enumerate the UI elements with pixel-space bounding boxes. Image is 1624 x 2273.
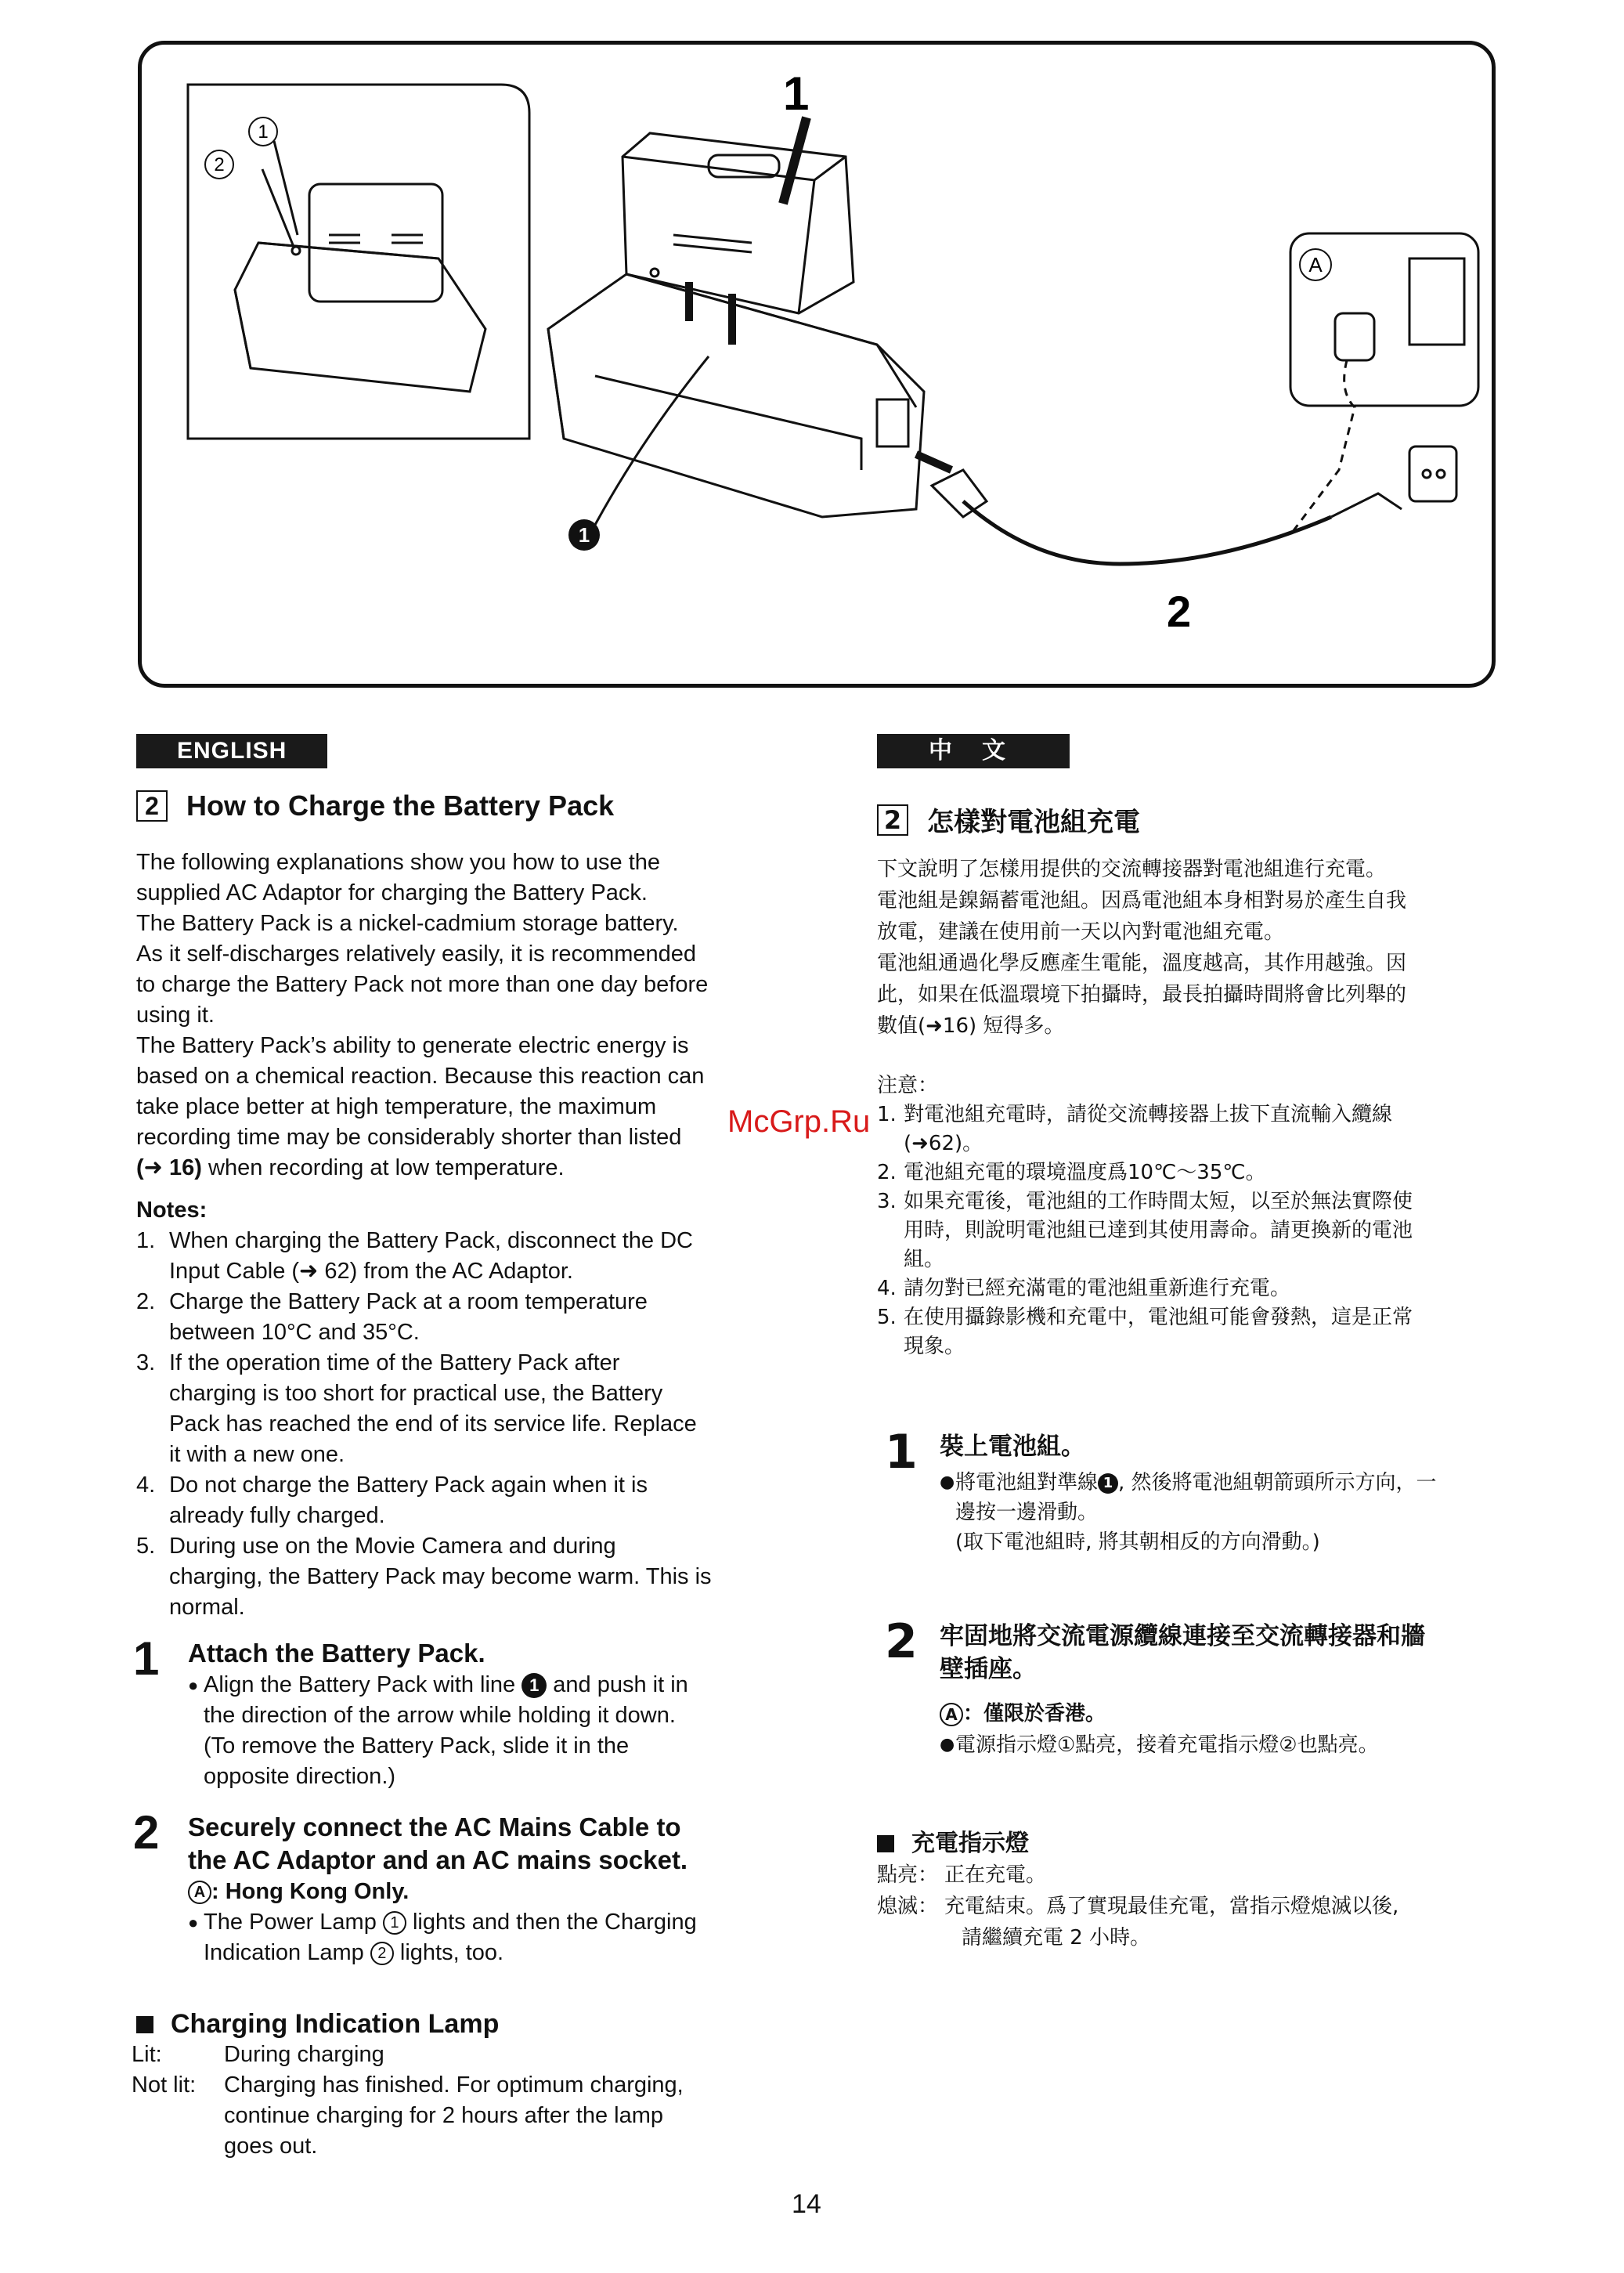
lamp-value: 正在充電。	[944, 1863, 1047, 1887]
note-number: 3.	[136, 1350, 156, 1375]
note-line: between 10°C and 35°C.	[169, 1320, 420, 1345]
bullet-text: and push it in	[553, 1672, 688, 1697]
english-intro-ref: (➜ 16)	[136, 1155, 202, 1180]
lamp-key: Not lit:	[132, 2072, 197, 2098]
lamp-heading-text: Charging Indication Lamp	[171, 2009, 500, 2039]
chinese-lamp-section	[877, 1828, 1503, 1953]
english-section-number: 2	[136, 790, 168, 822]
english-intro-line: The Battery Pack is a nickel-cadmium storage battery.	[136, 911, 679, 936]
bullet-dot-icon: ●	[940, 1735, 955, 1754]
note-line: Do not charge the Battery Pack again when it is	[169, 1473, 648, 1498]
chinese-step-1-heading: 裝上電池組。	[940, 1433, 1085, 1461]
english-intro-line: As it self-discharges relatively easily, it is recommended	[136, 941, 697, 967]
bullet-line: (To remove the Battery Pack, slide it in the	[204, 1733, 630, 1758]
english-lamp-section	[132, 2009, 763, 2162]
chinese-step-2	[885, 1614, 1511, 1761]
bullet-text: , 然後將電池組朝箭頭所示方向，一	[1118, 1471, 1437, 1494]
chinese-intro-line: 下文說明了怎樣用提供的交流轉接器對電池組進行充電。	[877, 858, 1387, 881]
english-intro-last-line	[136, 1153, 763, 1183]
note-line: 在使用攝錄影機和充電中，電池組可能會發熱，這是正常	[904, 1306, 1413, 1329]
bullet-text: 將電池組對準線	[955, 1471, 1099, 1494]
figure-step1-label: 1	[783, 67, 810, 120]
bullet-text: Align the Battery Pack with line	[204, 1672, 516, 1697]
bullet-text: 電源指示燈①點亮，接着充電指示燈②也點亮。	[955, 1733, 1379, 1757]
english-intro-line: using it.	[136, 1003, 215, 1028]
figure-line-marker-label: 1	[578, 523, 590, 547]
lamp-key: 熄滅：	[877, 1895, 939, 1918]
note-line: During use on the Movie Camera and during	[169, 1534, 616, 1559]
bullet-line: 邊按一邊滑動。	[955, 1501, 1099, 1524]
note-line: 電池組充電的環境溫度爲10℃～35℃。	[904, 1161, 1266, 1184]
english-intro-line: based on a chemical reaction. Because this reaction can	[136, 1064, 705, 1089]
lamp-key: 點亮：	[877, 1863, 939, 1887]
english-note-item	[136, 1226, 763, 1287]
english-step-2-bullet	[188, 1907, 697, 1968]
note-line: (➜62)。	[904, 1132, 983, 1155]
chinese-step-1-number: 1	[885, 1425, 918, 1480]
bullet-line: the direction of the arrow while holding it down.	[204, 1703, 676, 1728]
english-step-2-heading-line: the AC Adaptor and an AC mains socket.	[188, 1845, 688, 1874]
note-number: 3.	[877, 1190, 897, 1213]
chinese-intro-line: 數值(➜16) 短得多。	[877, 1014, 1065, 1038]
chinese-section-title	[877, 800, 1140, 839]
english-section-title	[136, 790, 614, 822]
line-marker-icon: 1	[521, 1673, 547, 1698]
bullet-text: lights and then the Charging	[412, 1910, 697, 1935]
note-line: If the operation time of the Battery Pack after	[169, 1350, 620, 1375]
hk-marker-icon: A	[188, 1881, 211, 1904]
lamp-value-line: continue charging for 2 hours after the lamp	[224, 2103, 663, 2128]
bullet-text: lights, too.	[399, 1940, 504, 1965]
lamp-heading-text: 充電指示燈	[911, 1830, 1029, 1857]
chinese-lamp-lit-row	[877, 1859, 1503, 1891]
chinese-note-item	[877, 1158, 1503, 1187]
note-line: 用時，則說明電池組已達到其使用壽命。請更換新的電池	[904, 1219, 1413, 1242]
english-step-2	[133, 1806, 760, 1968]
chinese-step-2-bullet	[940, 1729, 1425, 1761]
charging-lamp-icon: 2	[370, 1942, 394, 1965]
square-bullet-icon	[877, 1835, 894, 1852]
chinese-note-item	[877, 1303, 1503, 1361]
lamp-value: During charging	[224, 2042, 384, 2067]
chinese-step-2-number: 2	[885, 1614, 918, 1669]
square-bullet-icon	[136, 2016, 153, 2033]
hk-plug	[1335, 313, 1374, 360]
note-line: 對電池組充電時，請從交流轉接器上拔下直流輸入纜線	[904, 1103, 1393, 1126]
english-note-item	[136, 1348, 763, 1470]
english-intro	[136, 847, 763, 1183]
chinese-lamp-notlit-row	[877, 1891, 1503, 1953]
lamp-value-line: goes out.	[224, 2134, 318, 2159]
english-note-item	[136, 1287, 763, 1348]
chinese-intro-line: 此，如果在低溫環境下拍攝時，最長拍攝時間將會比列舉的	[877, 983, 1407, 1006]
note-line: 如果充電後，電池組的工作時間太短，以至於無法實際使	[904, 1190, 1413, 1213]
english-step-2-number: 2	[133, 1806, 160, 1859]
hk-note-text: ：僅限於香港。	[963, 1702, 1106, 1726]
bullet-line: opposite direction.)	[204, 1764, 396, 1789]
chinese-step-2-heading-line: 牢固地將交流電源纜線連接至交流轉接器和牆	[940, 1622, 1425, 1650]
english-intro-line: supplied AC Adaptor for charging the Battery Pack.	[136, 880, 648, 905]
note-line: 現象。	[904, 1335, 965, 1358]
english-language-bar: ENGLISH	[136, 734, 327, 768]
chinese-step-2-heading-line: 壁插座。	[940, 1655, 1037, 1683]
english-lamp-heading	[136, 2009, 763, 2040]
note-number: 5.	[136, 1534, 156, 1559]
note-line: it with a new one.	[169, 1442, 345, 1467]
english-intro-line: take place better at high temperature, the maximum	[136, 1094, 657, 1119]
note-line: When charging the Battery Pack, disconnect the DC	[169, 1228, 693, 1253]
inset-panel	[188, 85, 529, 439]
english-lamp-notlit-row	[132, 2070, 763, 2162]
bullet-text: Indication Lamp	[204, 1940, 364, 1965]
note-line: 請勿對已經充滿電的電池組重新進行充電。	[904, 1277, 1291, 1300]
note-number: 2.	[136, 1289, 156, 1314]
english-intro-tail: when recording at low temperature.	[201, 1155, 565, 1180]
figure-lamp1-label: 1	[258, 121, 269, 143]
english-intro-line: recording time may be considerably shorter than listed	[136, 1125, 682, 1150]
chinese-note-item	[877, 1274, 1503, 1303]
english-section-title-text: How to Charge the Battery Pack	[186, 790, 615, 822]
chinese-note-item	[877, 1187, 1503, 1274]
chinese-step-1-bullet	[940, 1468, 1437, 1557]
bullet-line: (取下電池組時, 將其朝相反的方向滑動。)	[955, 1530, 1320, 1554]
chinese-hk-note	[940, 1698, 1425, 1729]
figure-hk-label: A	[1308, 253, 1323, 276]
chinese-language-bar: 中文	[877, 734, 1070, 768]
hk-marker-icon: A	[940, 1703, 963, 1726]
note-number: 1.	[136, 1228, 156, 1253]
bullet-dot-icon: ●	[188, 1675, 199, 1695]
power-lamp-icon: 1	[383, 1911, 406, 1935]
english-notes-heading: Notes:	[136, 1198, 208, 1223]
english-lamp-lit-row	[132, 2040, 763, 2070]
english-step-1-heading: Attach the Battery Pack.	[188, 1639, 485, 1668]
note-line: normal.	[169, 1595, 245, 1620]
hk-note-text: : Hong Kong Only.	[211, 1879, 410, 1904]
lamp-value-line: Charging has finished. For optimum charging,	[224, 2072, 684, 2098]
page-number: 14	[792, 2189, 821, 2219]
cable-plug-small	[932, 470, 987, 517]
mains-cable	[963, 501, 1331, 564]
english-step-1-bullet	[188, 1670, 688, 1792]
note-number: 4.	[877, 1277, 897, 1300]
lamp-value-line: 請繼續充電 2 小時。	[962, 1926, 1151, 1950]
chinese-step-1	[885, 1425, 1511, 1557]
watermark: McGrp.Ru	[727, 1104, 871, 1139]
dc-socket	[877, 399, 908, 446]
chinese-intro	[877, 854, 1503, 1042]
english-intro-line: The Battery Pack’s ability to generate electric energy is	[136, 1033, 689, 1058]
chinese-section-title-text: 怎樣對電池組充電	[927, 807, 1140, 838]
wall-socket-hk	[1409, 258, 1464, 345]
note-line: charging, the Battery Pack may become warm. This is	[169, 1564, 712, 1589]
note-line: Pack has reached the end of its service life. Replace	[169, 1411, 697, 1436]
chinese-lamp-heading	[877, 1828, 1503, 1859]
english-note-item	[136, 1531, 763, 1623]
note-number: 5.	[877, 1306, 897, 1329]
chinese-intro-line: 電池組是鎳鎘蓄電池組。因爲電池組本身相對易於產生自我	[877, 889, 1407, 912]
lamp-value-line: 充電結束。爲了實現最佳充電，當指示燈熄滅以後,	[944, 1895, 1399, 1918]
charging-illustration	[0, 0, 1624, 705]
bullet-text: The Power Lamp	[204, 1910, 377, 1935]
bullet-dot-icon: ●	[188, 1913, 199, 1932]
note-line: already fully charged.	[169, 1503, 385, 1528]
note-number: 2.	[877, 1161, 897, 1184]
lamp-key: Lit:	[132, 2042, 162, 2067]
figure-lamp2-label: 2	[214, 154, 225, 175]
english-intro-line: The following explanations show you how to use the	[136, 850, 661, 875]
english-step-2-heading-line: Securely connect the AC Mains Cable to	[188, 1812, 681, 1841]
english-note-item	[136, 1470, 763, 1531]
note-line: Charge the Battery Pack at a room temperature	[169, 1289, 648, 1314]
english-hk-note	[188, 1877, 697, 1907]
chinese-section-number: 2	[877, 804, 908, 836]
inset-charger	[235, 243, 485, 392]
note-number: 1.	[877, 1103, 897, 1126]
wall-socket	[1409, 446, 1456, 501]
chinese-notes	[877, 1071, 1503, 1361]
chinese-intro-line: 電池組通過化學反應產生電能，溫度越高，其作用越強。因	[877, 952, 1407, 975]
bullet-dot-icon: ●	[940, 1473, 955, 1492]
note-line: 組。	[904, 1248, 945, 1271]
chinese-intro-line: 放電，建議在使用前一天以內對電池組充電。	[877, 920, 1285, 944]
note-number: 4.	[136, 1473, 156, 1498]
chinese-notes-heading: 注意：	[877, 1074, 939, 1097]
note-line: Input Cable (➜ 62) from the AC Adaptor.	[169, 1259, 573, 1284]
english-step-1	[133, 1632, 760, 1792]
english-step-1-number: 1	[133, 1632, 160, 1685]
figure-step2-label: 2	[1167, 587, 1192, 636]
line-marker-icon: 1	[1098, 1473, 1118, 1494]
note-line: charging is too short for practical use, the Battery	[169, 1381, 663, 1406]
english-intro-line: to charge the Battery Pack not more than one day before	[136, 972, 709, 997]
english-notes	[136, 1195, 763, 1623]
chinese-note-item	[877, 1100, 1503, 1158]
